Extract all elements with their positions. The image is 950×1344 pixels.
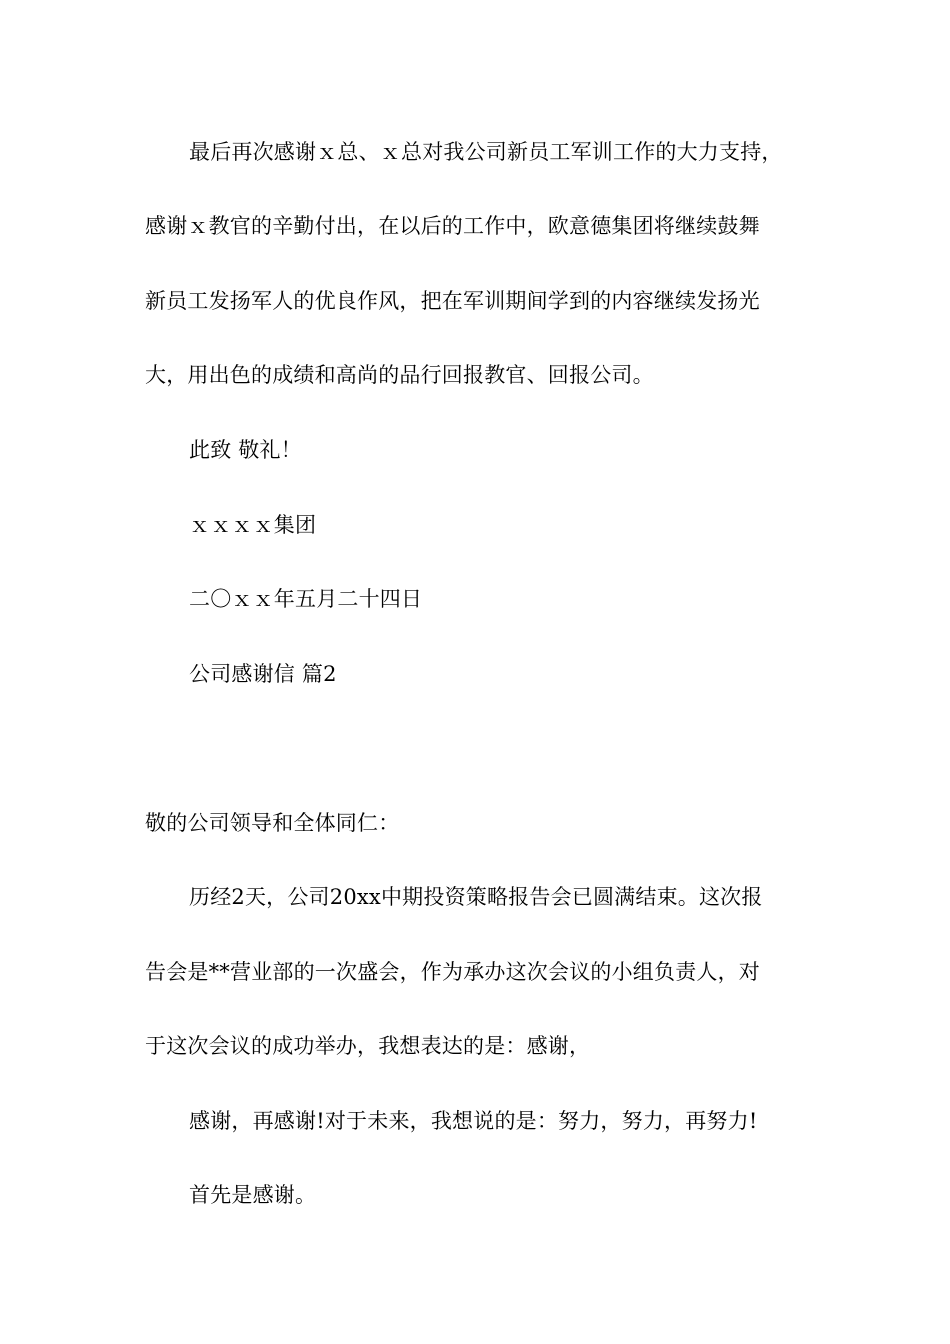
paragraph-line: 最后再次感谢ｘ总、ｘ总对我公司新员工军训工作的大力支持，: [189, 140, 783, 164]
signature-date: 二〇ｘｘ年五月二十四日: [189, 587, 423, 611]
paragraph-line: 感谢ｘ教官的辛勤付出，在以后的工作中，欧意德集团将继续鼓舞: [145, 214, 760, 238]
closing-salutation: 此致 敬礼！: [189, 438, 302, 462]
paragraph-line: 历经2天，公司20xx中期投资策略报告会已圆满结束。这次报: [189, 885, 763, 909]
signature-organization: ｘｘｘｘ集团: [189, 513, 317, 537]
letter-greeting: 敬的公司领导和全体同仁：: [145, 811, 400, 835]
section-heading: 公司感谢信 篇2: [189, 662, 337, 686]
paragraph-line: 告会是**营业部的一次盛会，作为承办这次会议的小组负责人，对: [145, 960, 760, 984]
paragraph-line: 首先是感谢。: [189, 1183, 317, 1207]
paragraph-line: 大，用出色的成绩和高尚的品行回报教官、回报公司。: [145, 363, 654, 387]
paragraph-line: 感谢，再感谢!对于未来，我想说的是：努力，努力，再努力!: [189, 1109, 758, 1133]
paragraph-line: 新员工发扬军人的优良作风，把在军训期间学到的内容继续发扬光: [145, 289, 760, 313]
paragraph-line: 于这次会议的成功举办，我想表达的是：感谢，: [145, 1034, 591, 1058]
